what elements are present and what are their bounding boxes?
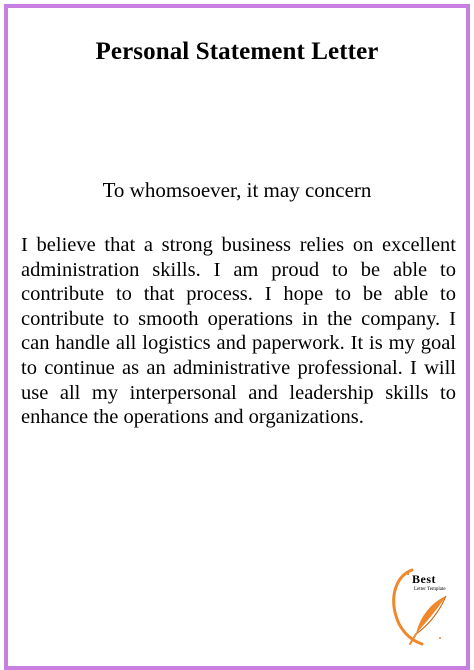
page-title: Personal Statement Letter [95,38,379,65]
brand-logo [388,566,464,652]
page-frame [4,4,470,670]
letter-body: I believe that a strong business relies on excellent administration skills. I am proud to be able to contribute to that process. I hope to be able to contribute to smooth operations in the company. I can handle all logistics and paperwork. It is my goal to continue as an administrative professional. I will use all my interpersonal and leadership skills to enhance the operations and organizations. [21,234,456,429]
salutation: To whomsoever, it may concern [102,178,372,202]
logo-subtitle: Letter Template [414,587,446,592]
logo-word: Best [412,572,436,586]
